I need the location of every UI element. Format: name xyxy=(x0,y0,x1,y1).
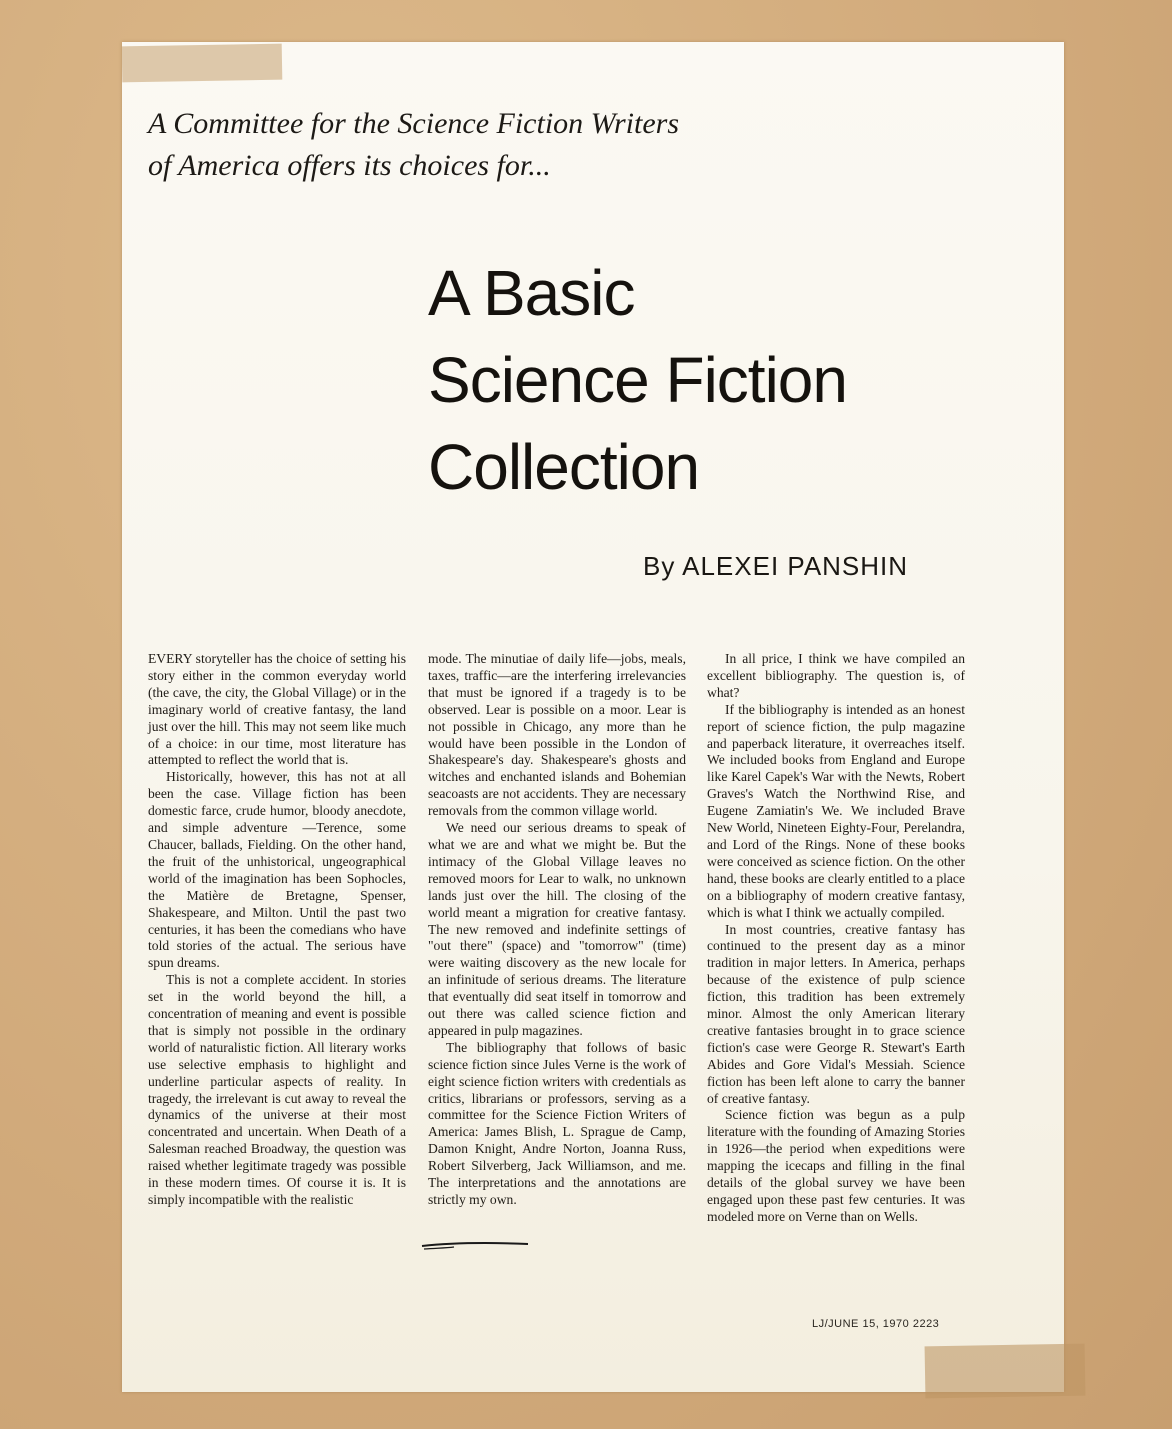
paragraph: If the bibliography is intended as an honest report of science fiction, the pulp magazine and paperback literature, it overreaches itself. We included books from England and Europe like Karel Capek's War with the Newts, Robert Graves's Watch the Northwind Rise, and Eugene Zamiatin's We. We included Brave New World, Nineteen Eighty-Four, Perelandra, and Lord of the Rings. None of these books were conceived as science fiction. On the other hand, these books are clearly entitled to a place on a bibliography of modern creative fantasy, which is what I think we actually compiled. xyxy=(707,701,965,920)
column-3 xyxy=(707,651,965,1226)
tape-bottom-right xyxy=(925,1344,1086,1399)
paragraph: In all price, I think we have compiled an excellent bibliography. The question is, of what? xyxy=(707,651,965,700)
column-1 xyxy=(148,651,406,1209)
paragraph: In most countries, creative fantasy has continued to the present day as a minor tradition in major letters. In America, perhaps because of the existence of pulp science fiction, this tradition has been extremely minor. Almost the only American literary creative fantasies brought in to grace science fiction's case were George R. Stewart's Earth Abides and Gore Vidal's Messiah. Science fiction has been left alone to carry the banner of creative fantasy. xyxy=(707,921,965,1106)
paragraph: EVERY storyteller has the choice of setting his story either in the common everyday world (the cave, the city, the Global Village) or in the imaginary world of creative fantasy, the land just over the hill. This may not seem like much of a choice: in our time, most literature has attempted to reflect the world that is. xyxy=(148,651,406,768)
paragraph: Historically, however, this has not at all been the case. Village fiction has been domestic farce, crude humor, bloody anecdote, and simple adventure —Terence, some Chaucer, ballads, Fielding. On the other hand, the fruit of the unhistorical, ungeographical world of the imagination has been Sophocles, the Matière de Bretagne, Spenser, Shakespeare, and Milton. Until the past two centuries, it has been the comedians who have told stories of the actual. The serious have spun dreams. xyxy=(148,769,406,971)
paragraph: Science fiction was begun as a pulp literature with the founding of Amazing Stories in 1926—the period when expeditions were mapping the icecaps and filling in the final details of the global survey we have been engaged upon these past few centuries. It was modeled more on Verne than on Wells. xyxy=(707,1107,965,1224)
tape-top-left xyxy=(122,44,283,83)
kicker xyxy=(148,103,768,187)
kicker-line-2: of America offers its choices for... xyxy=(148,149,551,182)
kicker-line-1: A Committee for the Science Fiction Writers xyxy=(148,107,680,140)
paragraph: mode. The minutiae of daily life—jobs, meals, taxes, traffic—are the interfering irrelevancies that must be ignored if a tragedy is to be observed. Lear is possible on a moor. Lear is not possible in Chicago, any more than he would have been possible in the London of Shakespeare's day. Shakespeare's ghosts and witches and enchanted islands and Bohemian seacoasts are not accidents. They are necessary removals from the common village world. xyxy=(428,651,686,819)
title-line-2: Science Fiction xyxy=(428,344,847,416)
page-folio: LJ/JUNE 15, 1970 2223 xyxy=(812,1318,940,1330)
paragraph: This is not a complete accident. In stories set in the world beyond the hill, a concentration of meaning and event is possible that is simply not possible in the ordinary world of naturalistic fiction. All literary works use selective emphasis to highlight and underline particular aspects of reality. In tragedy, the irrelevant is cut away to reveal the dynamics of the universe at their most concentrated and uncertain. When Death of a Salesman reached Broadway, the question was raised whether legitimate tragedy was possible in these modern times. Of course it is. It is simply incompatible with the realistic xyxy=(148,972,406,1207)
title-line-1: A Basic xyxy=(428,257,635,329)
column-2 xyxy=(428,651,686,1209)
paragraph: We need our serious dreams to speak of what we are and what we might be. But the intimacy of the Global Village leaves no removed moors for Lear to walk, no unknown lands just over the hill. The closing of the world meant a migration for creative fantasy. The new removed and indefinite settings of "out there" (space) and "tomorrow" (time) were waiting discovery as the new locale for an infinitude of serious dreams. The literature that eventually did seat itself in tomorrow and out there was called science fiction and appeared in pulp magazines. xyxy=(428,820,686,1038)
article-title xyxy=(428,250,1028,511)
byline: By ALEXEI PANSHIN xyxy=(643,551,909,581)
paragraph: The bibliography that follows of basic science fiction since Jules Verne is the work of eight science fiction writers with credentials as critics, librarians or professors, serving as a committee for the Science Fiction Writers of America: James Blish, L. Sprague de Camp, Damon Knight, Andre Norton, Joanna Russ, Robert Silverberg, Jack Williamson, and me. The interpretations and the annotations are strictly my own. xyxy=(428,1039,686,1207)
pen-underline-mark xyxy=(420,1237,530,1251)
title-line-3: Collection xyxy=(428,431,700,503)
